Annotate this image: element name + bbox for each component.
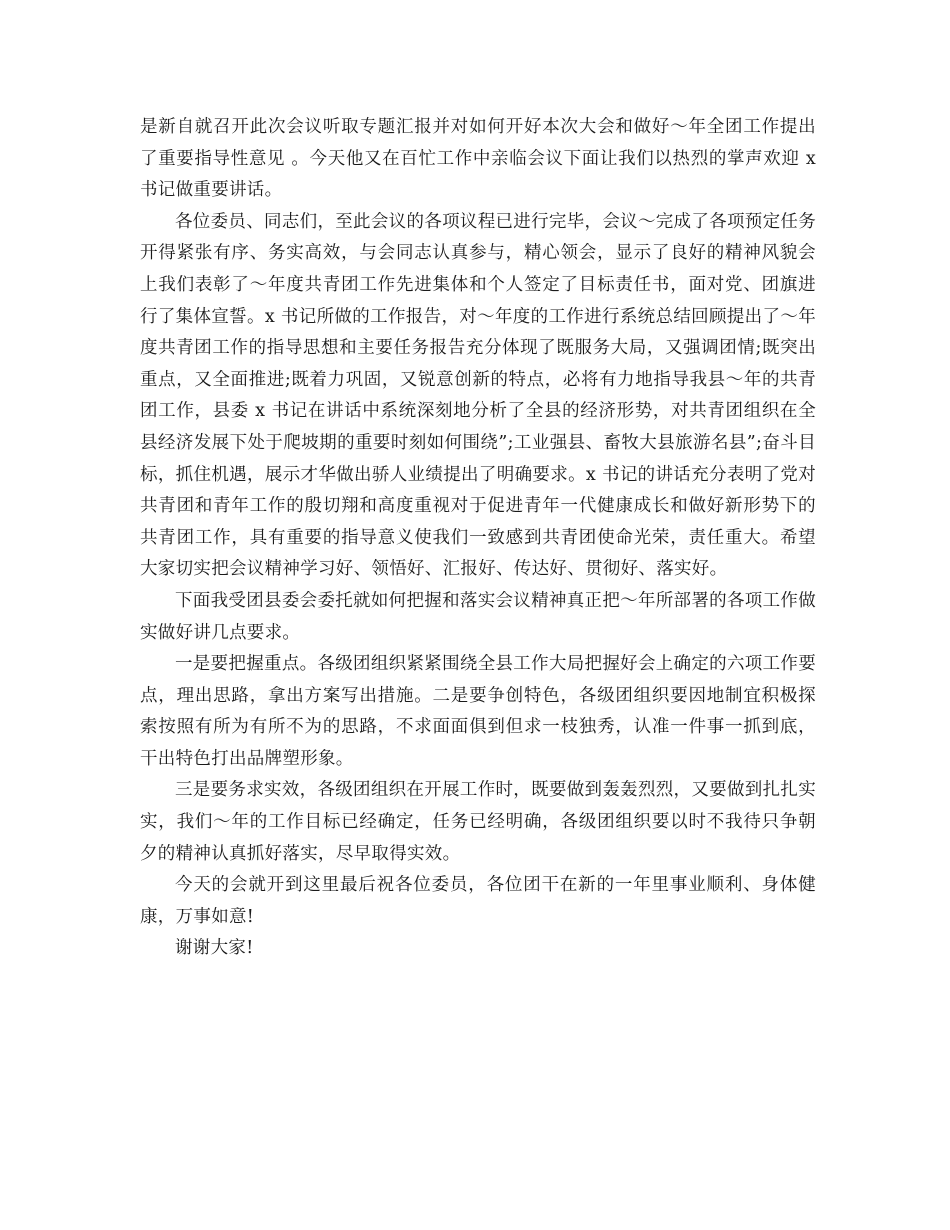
document-body (140, 112, 816, 965)
paragraph-thanks: 谢谢大家! (175, 938, 254, 959)
paragraph-closing-wishes: 今天的会就开到这里最后祝各位委员，各位团干在新的一年里事业顺利、身体健康，万事如意! (140, 875, 816, 927)
paragraph-requirement-one-two: 一是要把握重点。各级团组织紧紧围绕全县工作大局把握好会上确定的六项工作要点，理出思路，拿出方案写出措施。二是要争创特色，各级团组织要因地制宜积极探索按照有所为有所不为的思路，不求面面俱到但求一枝独秀，认准一件事一抓到底，干出特色打出品牌塑形象。 (140, 654, 816, 769)
paragraph-requirements-intro: 下面我受团县委会委托就如何把握和落实会议精神真正把～年所部署的各项工作做实做好讲几点要求。 (140, 590, 816, 643)
paragraph-continuation: 是新自就召开此次会议听取专题汇报并对如何开好本次大会和做好～年全团工作提出了重要指导性意见 。今天他又在百忙工作中亲临会议下面让我们以热烈的掌声欢迎 x 书记做重要讲话。 (140, 117, 816, 201)
paragraph-meeting-summary: 各位委员、同志们，至此会议的各项议程已进行完毕，会议～完成了各项预定任务开得紧张有序、务实高效，与会同志认真参与，精心领会，显示了良好的精神风貌会上我们表彰了～年度共青团工作先进集体和个人签定了目标责任书，面对党、团旗进行了集体宣誓。x 书记所做的工作报告，对～年度的工作进行系统总结回顾提出了～年度共青团工作的指导思想和主要任务报告充分体现了既服务大局，又强调团情;既突出重点，又全面推进;既着力巩固，又锐意创新的特点，必将有力地指导我县～年的共青团工作，县委 x 书记在讲话中系统深刻地分析了全县的经济形势，对共青团组织在全县经济发展下处于爬坡期的重要时刻如何围绕”;工业强县、畜牧大县旅游名县”;奋斗目标，抓住机遇，展示才华做出骄人业绩提出了明确要求。x 书记的讲话充分表明了党对共青团和青年工作的殷切翔和高度重视对于促进青年一代健康成长和做好新形势下的共青团工作，具有重要的指导意义使我们一致感到共青团使命光荣，责任重大。希望大家切实把会议精神学习好、领悟好、汇报好、传达好、贯彻好、落实好。 (140, 211, 816, 580)
paragraph-requirement-three: 三是要务求实效，各级团组织在开展工作时，既要做到轰轰烈烈，又要做到扎扎实实，我们～年的工作目标已经确定，任务已经明确，各级团组织要以时不我待只争朝夕的精神认真抓好落实，尽早取得实效。 (140, 780, 816, 864)
